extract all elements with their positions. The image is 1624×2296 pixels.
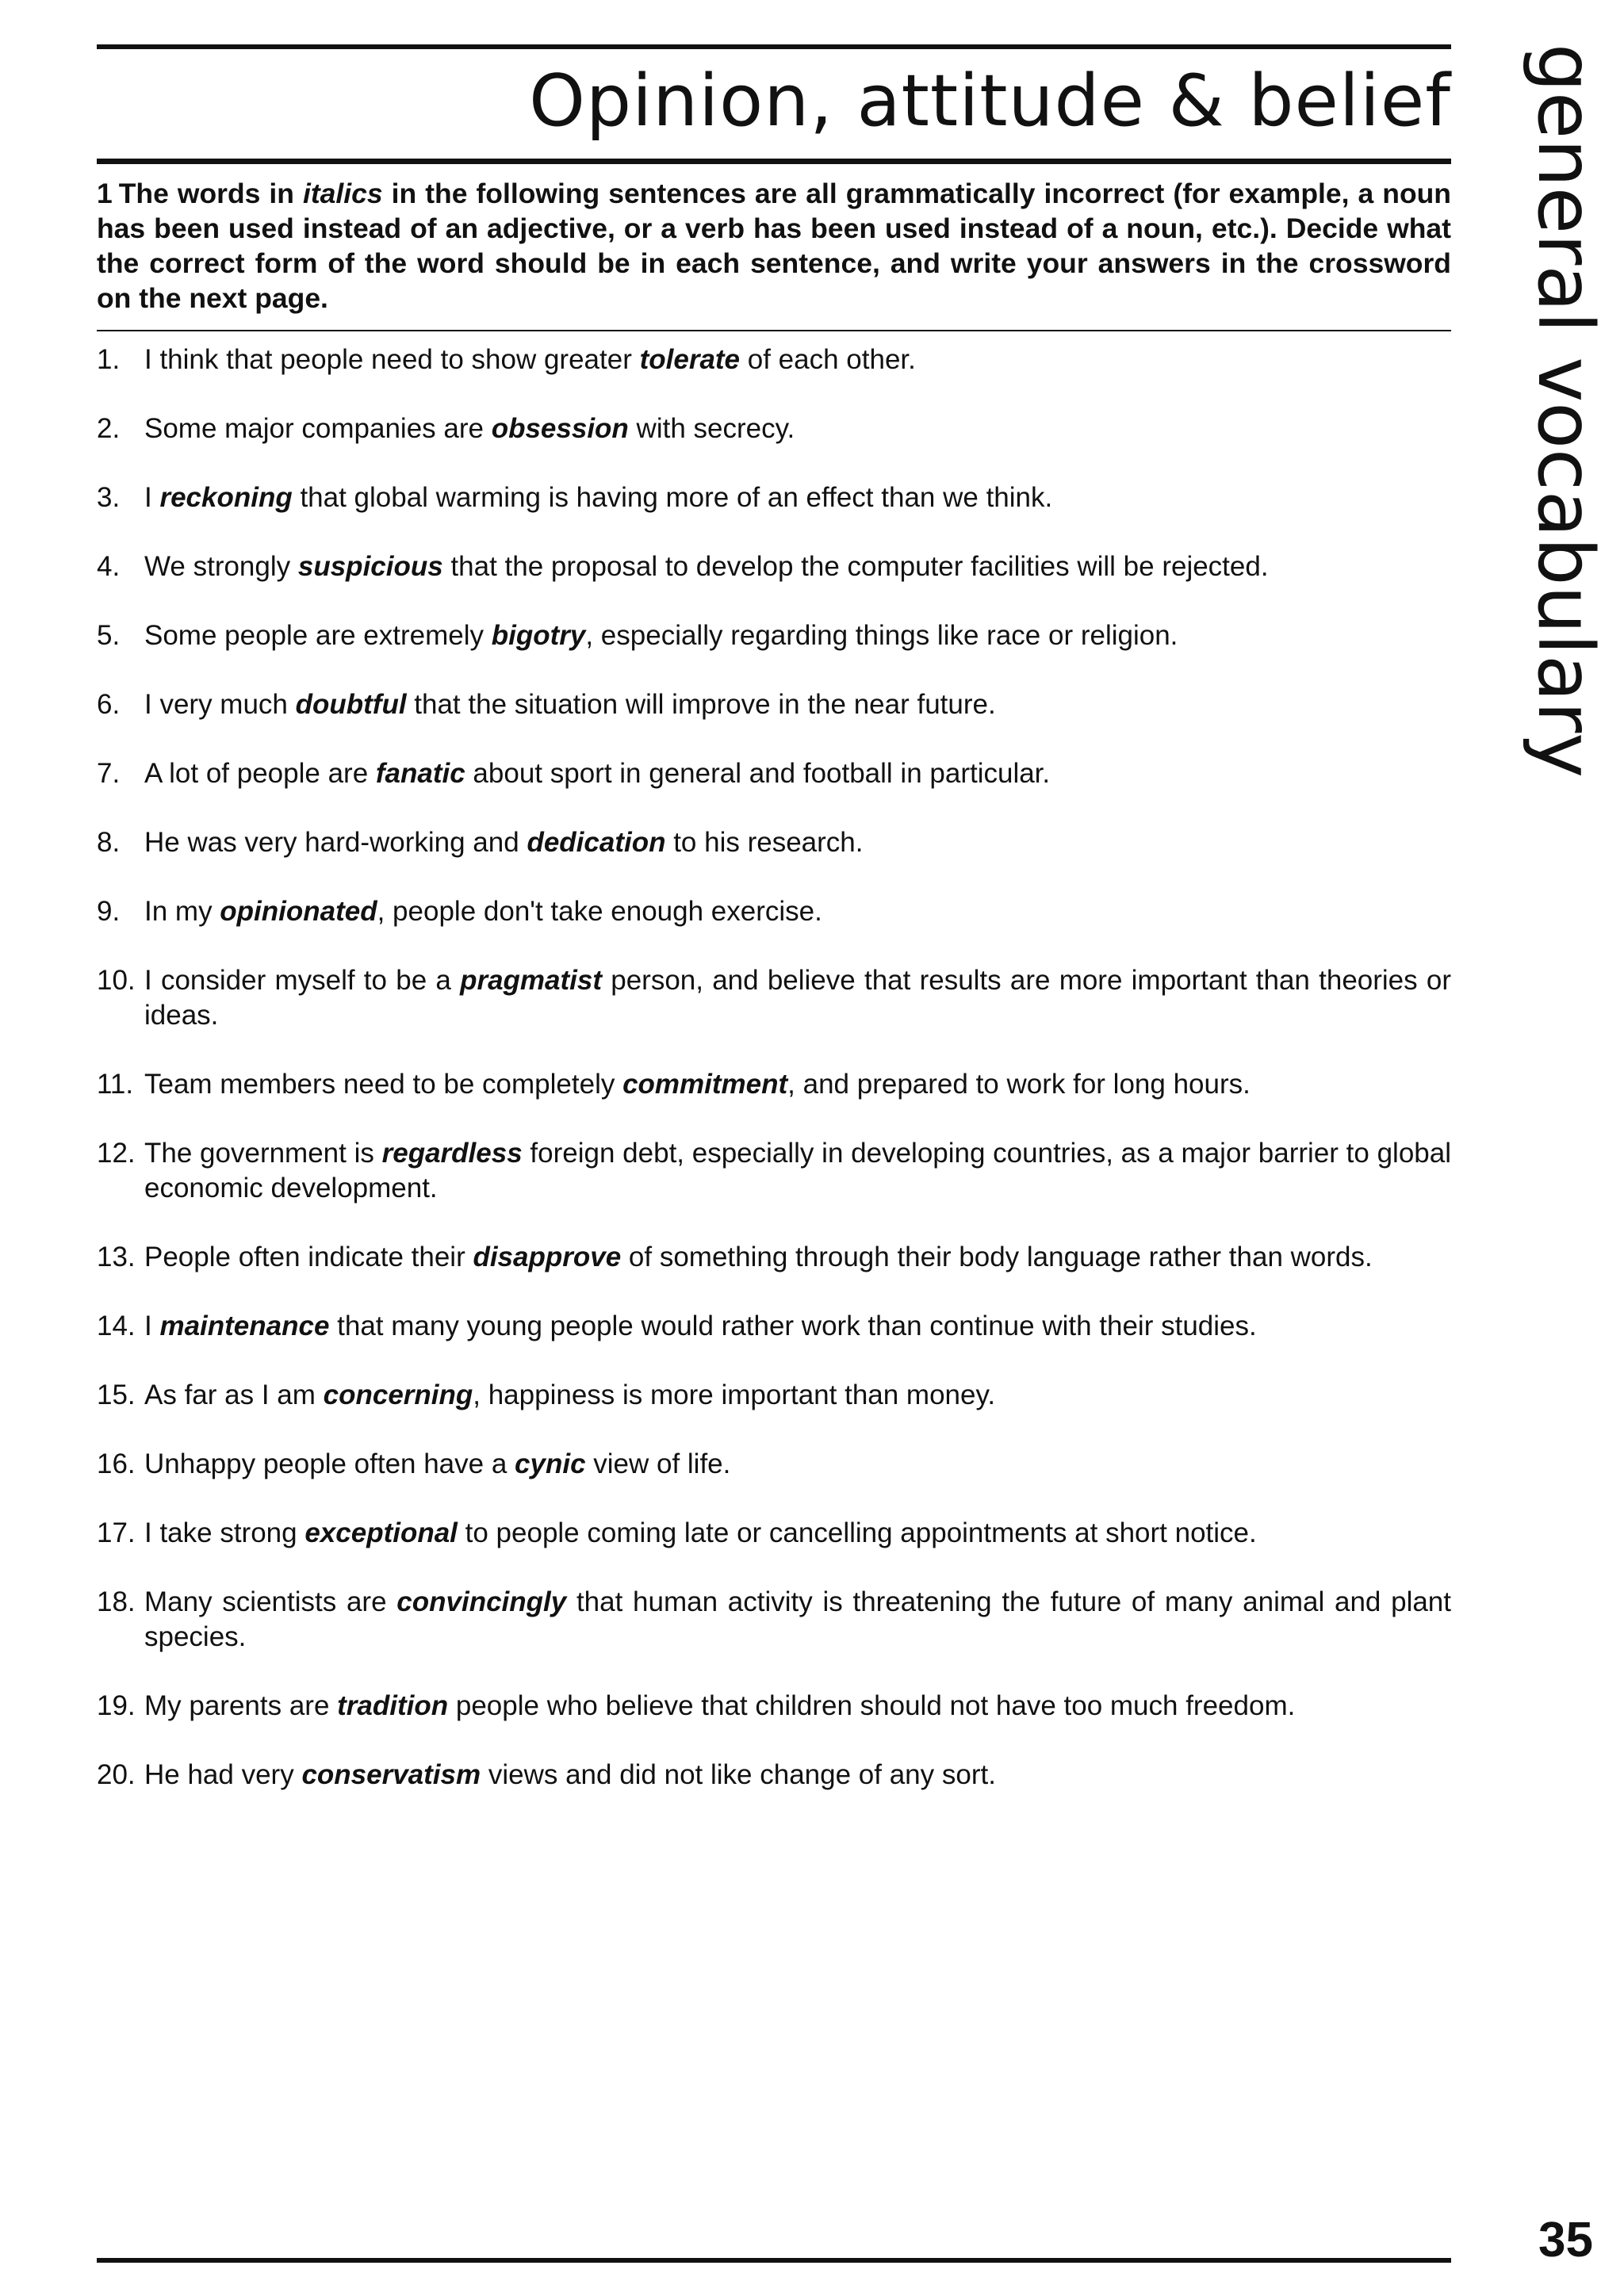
sentence-number: 4. xyxy=(97,551,121,582)
sentence-item xyxy=(97,1240,1451,1275)
sentence-before: I xyxy=(144,1311,160,1341)
sentence-item xyxy=(97,894,1451,929)
sentence-text xyxy=(144,1378,1451,1413)
exercise-number: 1 xyxy=(97,178,113,209)
sentence-before: Team members need to be completely xyxy=(144,1069,623,1100)
sentence-after: views and did not like change of any sort. xyxy=(481,1759,996,1790)
sentence-before: A lot of people are xyxy=(144,758,376,789)
sentence-number: 20. xyxy=(97,1759,136,1790)
sentence-item xyxy=(97,1585,1451,1655)
sentence-after: that the proposal to develop the computer facilities will be rejected. xyxy=(442,551,1269,582)
sentence-text xyxy=(144,825,1451,860)
sentence-before: Some major companies are xyxy=(144,413,492,444)
sentence-after: , and prepared to work for long hours. xyxy=(787,1069,1251,1100)
sentence-before: Some people are extremely xyxy=(144,620,492,651)
sentence-item xyxy=(97,549,1451,584)
sentence-before: I think that people need to show greater xyxy=(144,344,640,375)
sentence-after: with secrecy. xyxy=(628,413,795,444)
sentence-text xyxy=(144,1136,1451,1206)
incorrect-word: opinionated xyxy=(220,896,377,927)
sentence-item xyxy=(97,1516,1451,1551)
sentence-after: to people coming late or cancelling appointments at short notice. xyxy=(457,1517,1257,1548)
sentence-number: 3. xyxy=(97,482,121,513)
sentence-before: The government is xyxy=(144,1138,382,1169)
sentence-text xyxy=(144,1689,1451,1724)
sentence-after: that many young people would rather work than continue with their studies. xyxy=(329,1311,1257,1341)
incorrect-word: suspicious xyxy=(297,551,443,582)
sentence-number: 18. xyxy=(97,1586,136,1617)
sentence-after: that the situation will improve in the near future. xyxy=(406,689,996,720)
sentence-number: 16. xyxy=(97,1448,136,1479)
sentence-text xyxy=(144,1447,1451,1482)
sentence-before: I consider myself to be a xyxy=(144,965,461,996)
sentence-text xyxy=(144,1516,1451,1551)
sentence-text xyxy=(144,1240,1451,1275)
sentence-number: 15. xyxy=(97,1380,136,1410)
sentence-before: As far as I am xyxy=(144,1380,324,1410)
sentence-before: He was very hard-working and xyxy=(144,827,527,858)
incorrect-word: obsession xyxy=(491,413,629,444)
sentence-after: that global warming is having more of an effect than we think. xyxy=(292,482,1053,513)
sentence-item xyxy=(97,342,1451,377)
sentence-item xyxy=(97,411,1451,446)
sentence-before: We strongly xyxy=(144,551,298,582)
page-title: Opinion, attitude & belief xyxy=(529,59,1451,143)
incorrect-word: concerning xyxy=(323,1380,473,1410)
sentence-item xyxy=(97,480,1451,515)
sentence-number: 12. xyxy=(97,1138,136,1169)
sentence-after: person, and believe that results are more important than theories or ideas. xyxy=(144,965,1451,1031)
sentence-item xyxy=(97,1309,1451,1344)
incorrect-word: tradition xyxy=(337,1690,449,1721)
incorrect-word: doubtful xyxy=(295,689,407,720)
sentence-item xyxy=(97,1378,1451,1413)
sentence-item xyxy=(97,618,1451,653)
sentence-after: of each other. xyxy=(740,344,916,375)
incorrect-word: pragmatist xyxy=(460,965,603,996)
sentence-number: 13. xyxy=(97,1242,136,1272)
sentence-item xyxy=(97,1136,1451,1206)
sentence-item xyxy=(97,687,1451,722)
side-title-text: general vocabulary xyxy=(1521,44,1610,779)
instructions-before: The words in xyxy=(118,178,303,209)
incorrect-word: bigotry xyxy=(491,620,586,651)
sentence-number: 8. xyxy=(97,827,121,858)
incorrect-word: convincingly xyxy=(396,1586,567,1617)
incorrect-word: commitment xyxy=(622,1069,788,1100)
sentence-number: 2. xyxy=(97,413,121,444)
sentence-text xyxy=(144,894,1451,929)
sentence-before: He had very xyxy=(144,1759,302,1790)
sentence-text xyxy=(144,411,1451,446)
incorrect-word: conservatism xyxy=(301,1759,481,1790)
sentence-item xyxy=(97,963,1451,1033)
sentence-text xyxy=(144,687,1451,722)
sentence-item xyxy=(97,1758,1451,1793)
incorrect-word: fanatic xyxy=(375,758,465,789)
instructions-italic: italics xyxy=(302,178,383,209)
sentence-text xyxy=(144,549,1451,584)
incorrect-word: reckoning xyxy=(159,482,293,513)
incorrect-word: disapprove xyxy=(473,1242,622,1272)
sentence-after: , people don't take enough exercise. xyxy=(377,896,822,927)
incorrect-word: exceptional xyxy=(304,1517,458,1548)
sentence-after: to his research. xyxy=(665,827,864,858)
sentence-item xyxy=(97,1447,1451,1482)
section-side-title xyxy=(1499,44,1624,779)
sentence-text xyxy=(144,1585,1451,1655)
incorrect-word: regardless xyxy=(381,1138,523,1169)
sentence-item xyxy=(97,825,1451,860)
sentence-text xyxy=(144,1309,1451,1344)
sentence-after: , especially regarding things like race or religion. xyxy=(585,620,1178,651)
sentence-number: 19. xyxy=(97,1690,136,1721)
sentence-before: My parents are xyxy=(144,1690,338,1721)
instructions-after: in the following sentences are all grammatically incorrect (for example, a noun has been used instead of an adjective, or a verb has been used instead of a noun, etc.). Decide what the correct form of the word should be in each sentence, and write your answers in the crossword on the next page. xyxy=(97,178,1451,314)
sentence-list xyxy=(97,342,1451,1793)
instructions-rule xyxy=(97,330,1451,331)
incorrect-word: cynic xyxy=(515,1448,586,1479)
sentence-text xyxy=(144,480,1451,515)
sentence-item xyxy=(97,756,1451,791)
sentence-number: 17. xyxy=(97,1517,136,1548)
sentence-number: 11. xyxy=(97,1069,134,1100)
sentence-number: 9. xyxy=(97,896,121,927)
sentence-number: 5. xyxy=(97,620,121,651)
sentence-before: People often indicate their xyxy=(144,1242,473,1272)
title-rule xyxy=(97,159,1451,164)
sentence-text xyxy=(144,1758,1451,1793)
sentence-number: 6. xyxy=(97,689,121,720)
sentence-text xyxy=(144,756,1451,791)
sentence-text xyxy=(144,1067,1451,1102)
sentence-after: view of life. xyxy=(585,1448,731,1479)
sentence-before: I take strong xyxy=(144,1517,305,1548)
incorrect-word: dedication xyxy=(527,827,666,858)
sentence-before: I xyxy=(144,482,160,513)
incorrect-word: maintenance xyxy=(159,1311,330,1341)
sentence-number: 10. xyxy=(97,965,136,996)
sentence-after: about sport in general and football in particular. xyxy=(465,758,1051,789)
exercise-instructions xyxy=(97,176,1451,316)
bottom-rule xyxy=(97,2258,1451,2263)
sentence-text xyxy=(144,963,1451,1033)
top-rule xyxy=(97,44,1451,49)
sentence-text xyxy=(144,618,1451,653)
sentence-after: foreign debt, especially in developing countries, as a major barrier to global economic development. xyxy=(144,1138,1452,1203)
sentence-before: Unhappy people often have a xyxy=(144,1448,515,1479)
sentence-before: Many scientists are xyxy=(144,1586,397,1617)
sentence-number: 14. xyxy=(97,1311,136,1341)
sentence-text xyxy=(144,342,1451,377)
page-number: 35 xyxy=(1538,2213,1593,2267)
sentence-item xyxy=(97,1689,1451,1724)
sentence-number: 7. xyxy=(97,758,121,789)
sentence-after: that human activity is threatening the future of many animal and plant species. xyxy=(144,1586,1451,1652)
sentence-before: In my xyxy=(144,896,220,927)
sentence-before: I very much xyxy=(144,689,296,720)
incorrect-word: tolerate xyxy=(639,344,741,375)
sentence-item xyxy=(97,1067,1451,1102)
sentence-after: , happiness is more important than money. xyxy=(473,1380,996,1410)
sentence-after: of something through their body language rather than words. xyxy=(621,1242,1373,1272)
sentence-after: people who believe that children should not have too much freedom. xyxy=(448,1690,1296,1721)
sentence-number: 1. xyxy=(97,344,121,375)
